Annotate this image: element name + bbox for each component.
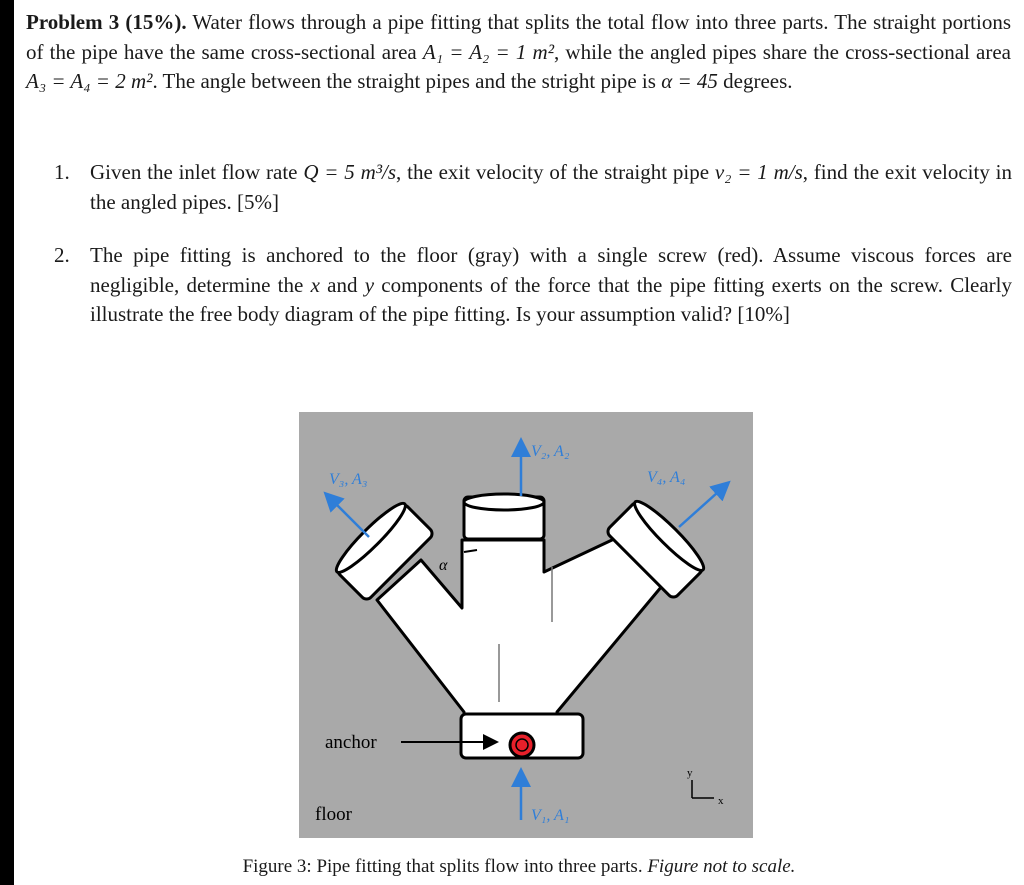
- v1-label: V₁, A₁: [531, 807, 570, 824]
- pipe-fitting-figure: [299, 412, 753, 838]
- intro-text-b: , while the angled pipes share the cross-sectional area: [554, 39, 1011, 64]
- q1-text-c: , find the exit velocity in the angled pipes. [5%]: [90, 160, 1012, 214]
- q2-y-var: y: [364, 272, 375, 297]
- floor-label: floor: [315, 804, 352, 825]
- question-list: [54, 158, 1012, 330]
- q2-text-a: The pipe fitting is anchored to the floor (gray) with a single screw (red). Assume viscous forces are negligible, determine the: [90, 243, 1012, 297]
- v3-label: V₃, A₃: [329, 471, 368, 488]
- q2-text-c: components of the force that the pipe fitting exerts on the screw. Clearly illustrate the free body diagram of the pipe fitting. Is your assumption valid? [10%]: [90, 272, 1013, 326]
- question-number: 1.: [54, 160, 70, 184]
- q2-x-var: x: [310, 272, 320, 297]
- document-page: [14, 0, 1024, 885]
- caption-main: Figure 3: Pipe fitting that splits flow into three parts.: [242, 856, 648, 877]
- question-item-2: [54, 241, 1012, 330]
- angle-value: α = 45: [661, 69, 718, 93]
- question-number: 2.: [54, 243, 70, 267]
- q1-text-b: , the exit velocity of the straight pipe: [396, 160, 715, 184]
- q1-text-a: Given the inlet flow rate: [90, 160, 304, 184]
- pipe-diagram-svg: [299, 412, 753, 838]
- figure-caption: [14, 856, 1024, 878]
- anchor-label: anchor: [325, 732, 377, 753]
- alpha-label: α: [439, 557, 448, 574]
- intro-text-c: . The angle between the straight pipes and the stright pipe is: [152, 69, 662, 93]
- intro-text-a: Water flows through a pipe fitting that splits the total flow into three parts. The straight portions of the pipe have the same cross-sectional area: [26, 10, 1011, 64]
- q1-velocity: v₂ = 1 m/s: [714, 160, 803, 184]
- axis-y-label: y: [687, 767, 693, 779]
- question-item-1: [54, 158, 1012, 217]
- intro-text-d: degrees.: [717, 69, 793, 93]
- screw-head: [516, 739, 528, 751]
- problem-intro: [26, 8, 1011, 97]
- q1-flow: Q = 5 m³/s: [303, 160, 397, 184]
- caption-note: Figure not to scale.: [647, 856, 796, 877]
- v4-label: V₄, A₄: [647, 469, 686, 486]
- area-angled: A₃ = A₄ = 2 m²: [26, 69, 153, 93]
- v2-label: V₂, A₂: [531, 443, 570, 460]
- q2-text-b: and: [319, 272, 365, 297]
- top-pipe-opening: [464, 494, 544, 510]
- area-straight: A₁ = A₂ = 1 m²: [422, 39, 554, 64]
- axis-x-label: x: [718, 795, 724, 807]
- problem-title: Problem 3 (15%).: [26, 10, 187, 34]
